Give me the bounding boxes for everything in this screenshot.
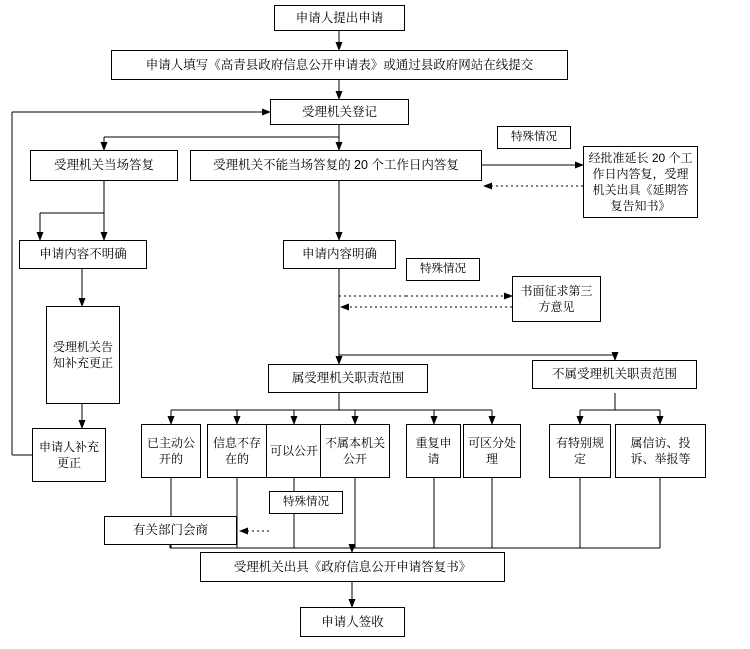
- node-notify-supplement: [46, 306, 120, 404]
- node-label: 属受理机关职责范围: [291, 371, 405, 386]
- node-label: 申请内容不明确: [39, 247, 127, 262]
- node-label: 申请人填写《高青县政府信息公开申请表》或通过县政府网站在线提交: [145, 57, 534, 72]
- node-label: 有特别规定: [555, 435, 604, 466]
- node-content-unclear: [19, 240, 147, 269]
- node-label: 受理机关登记: [301, 104, 377, 119]
- node-outside-scope: [532, 360, 697, 389]
- node-label: 属信访、投诉、举报等: [630, 435, 691, 466]
- node-label: 特殊情况: [420, 262, 466, 275]
- node-special-case-1: [497, 126, 571, 149]
- node-label: 受理机关出具《政府信息公开申请答复书》: [233, 559, 472, 574]
- node-label: 可区分处理: [467, 435, 516, 466]
- node-already-public: [141, 424, 201, 478]
- node-label: 申请内容明确: [301, 247, 377, 262]
- node-label: 书面征求第三方意见: [520, 283, 593, 314]
- node-special-case-2: [406, 258, 480, 281]
- node-special-rules: [549, 424, 611, 478]
- node-registration: [270, 99, 409, 125]
- node-label: 受理机关告知补充更正: [52, 339, 113, 370]
- node-label: 有关部门会商: [132, 523, 208, 538]
- node-label: 不属本机关公开: [324, 435, 385, 466]
- node-issue-reply-document: [200, 552, 505, 582]
- node-label: 已主动公开的: [146, 435, 195, 466]
- node-duplicate-request: [406, 424, 461, 478]
- node-applicant-supplement: [32, 428, 106, 482]
- node-onsite-reply: [30, 150, 178, 181]
- node-label: 申请人签收: [321, 614, 384, 629]
- node-petition-complaint: [615, 424, 706, 478]
- node-label: 信息不存在的: [212, 435, 261, 466]
- node-can-disclose: [266, 424, 322, 478]
- node-label: 申请人提出申请: [295, 10, 384, 25]
- node-third-party-opinion: [512, 276, 601, 322]
- node-applicant-submit: [274, 5, 405, 31]
- node-label: 受理机关不能当场答复的 20 个工作日内答复: [213, 158, 459, 173]
- node-label: 重复申请: [415, 435, 452, 466]
- node-label: 受理机关当场答复: [53, 158, 154, 173]
- node-label: 经批准延长 20 个工作日内答复，受理机关出具《延期答复告知书》: [588, 150, 693, 214]
- node-label: 可以公开: [270, 443, 319, 458]
- node-not-this-agency: [320, 424, 390, 478]
- node-label: 申请人补充更正: [38, 439, 99, 470]
- node-label: 特殊情况: [283, 495, 329, 508]
- node-info-not-exist: [207, 424, 267, 478]
- node-extension-notice: [583, 146, 698, 218]
- node-label: 不属受理机关职责范围: [551, 367, 677, 382]
- node-applicant-receipt: [300, 607, 405, 637]
- node-within-scope: [268, 364, 428, 393]
- node-separable-handling: [463, 424, 521, 478]
- node-content-clear: [283, 240, 396, 269]
- node-label: 特殊情况: [511, 130, 557, 143]
- node-departments-consult: [104, 516, 237, 545]
- node-special-case-3: [269, 491, 343, 514]
- node-fill-form: [111, 50, 568, 80]
- node-20day-reply: [190, 150, 482, 181]
